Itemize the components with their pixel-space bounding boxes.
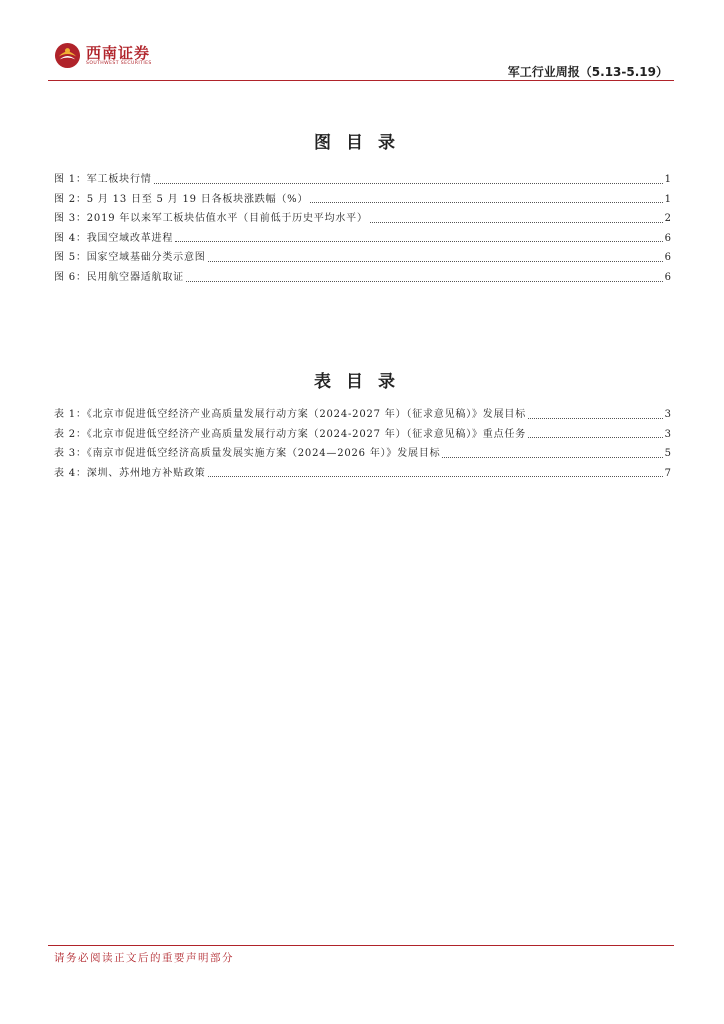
- figure-entry-page: 1: [664, 174, 671, 185]
- table-index-entry[interactable]: [54, 425, 671, 445]
- table-entry-label: 表 2：《北京市促进低空经济产业高质量发展行动方案（2024-2027 年）（征求意见稿）》重点任务: [54, 428, 526, 440]
- dot-leader: [208, 475, 663, 477]
- figure-entry-page: 6: [664, 232, 671, 244]
- company-logo: [54, 42, 152, 69]
- table-entry-page: 3: [664, 409, 671, 420]
- figure-index-list: [54, 170, 671, 288]
- figure-entry-page: 6: [664, 252, 671, 264]
- dot-leader: [442, 456, 662, 458]
- table-index-entry[interactable]: [54, 464, 671, 484]
- dot-leader: [528, 417, 663, 419]
- logo-english-name: SOUTHWEST SECURITIES: [86, 60, 152, 66]
- figure-index-entry[interactable]: [54, 229, 671, 249]
- dot-leader: [186, 280, 663, 282]
- disclaimer-notice: 请务必阅读正文后的重要声明部分: [54, 952, 234, 964]
- figure-entry-label: 图 2：5 月 13 日至 5 月 19 日各板块涨跌幅（%）: [54, 193, 309, 205]
- figure-entry-page: 1: [664, 193, 671, 205]
- figure-entry-label: 图 6：民用航空器适航取证: [54, 271, 184, 283]
- dot-leader: [310, 201, 662, 203]
- table-entry-label: 表 1：《北京市促进低空经济产业高质量发展行动方案（2024-2027 年）（征求意见稿）》发展目标: [54, 409, 526, 420]
- table-entry-page: 3: [664, 428, 671, 440]
- logo-emblem-icon: [54, 42, 81, 69]
- table-index-list: [54, 405, 671, 483]
- figure-entry-label: 图 4：我国空域改革进程: [54, 232, 174, 244]
- figure-index-entry[interactable]: [54, 268, 671, 288]
- page-header: [0, 0, 724, 82]
- figure-index-entry[interactable]: [54, 248, 671, 268]
- figure-index-entry[interactable]: [54, 190, 671, 210]
- dot-leader: [154, 182, 663, 184]
- table-entry-page: 5: [664, 448, 671, 460]
- report-title: 军工行业周报（5.13-5.19）: [507, 65, 668, 79]
- figure-entry-label: 图 5：国家空域基础分类示意图: [54, 252, 206, 264]
- figure-entry-page: 6: [664, 271, 671, 283]
- figure-entry-label: 图 3：2019 年以来军工板块估值水平（目前低于历史平均水平）: [54, 213, 368, 225]
- table-index-entry[interactable]: [54, 444, 671, 464]
- dot-leader: [175, 240, 662, 242]
- figure-index-heading: 图目录: [314, 133, 410, 153]
- dot-leader: [208, 260, 663, 262]
- figure-index-entry[interactable]: [54, 170, 671, 190]
- figure-entry-label: 图 1：军工板块行情: [54, 174, 152, 185]
- dot-leader: [528, 436, 663, 438]
- table-entry-label: 表 4：深圳、苏州地方补贴政策: [54, 467, 206, 479]
- figure-entry-page: 2: [664, 213, 671, 225]
- table-index-heading: 表目录: [314, 372, 410, 392]
- table-entry-page: 7: [664, 467, 671, 479]
- table-entry-label: 表 3：《南京市促进低空经济高质量发展实施方案（2024—2026 年）》发展目标: [54, 448, 441, 460]
- footer-divider: [48, 945, 674, 946]
- logo-chinese-name: 西南证券: [86, 43, 151, 62]
- figure-index-entry[interactable]: [54, 209, 671, 229]
- dot-leader: [370, 221, 663, 223]
- header-divider: [48, 80, 674, 81]
- table-index-entry[interactable]: [54, 405, 671, 425]
